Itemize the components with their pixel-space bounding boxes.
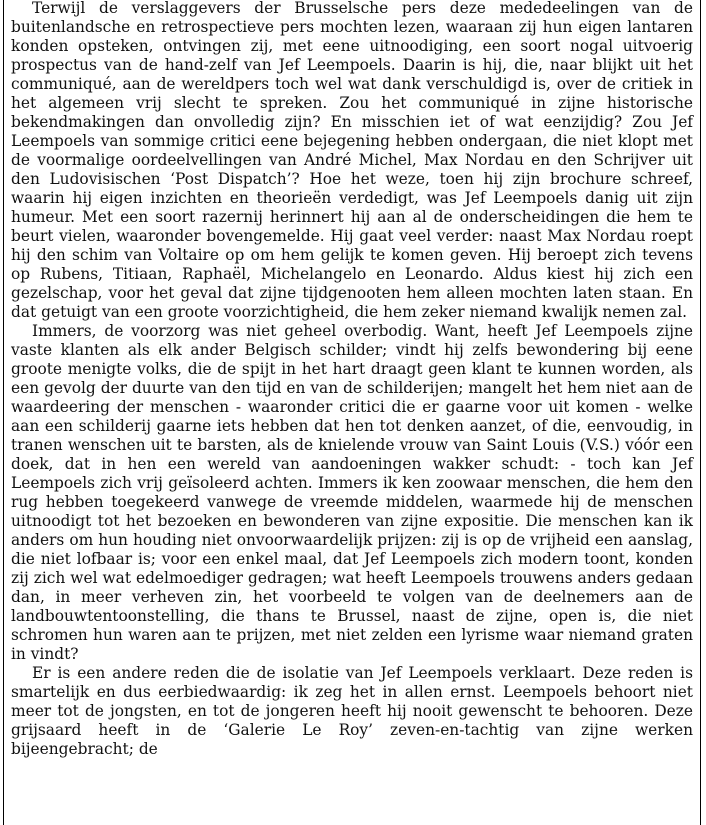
left-margin-rule [3,0,4,825]
paragraph-2: Immers, de voorzorg was niet geheel overbodig. Want, heeft Jef Leempoels zijne vaste klanten als elk ander Belgisch schilder; vindt hij zelfs bewondering bij eene groote menigte volks, die de spijt in het hart draagt geen klant te kunnen worden, als een gevolg der duurte van den tijd en van de schilderijen; mangelt het hem niet aan de waardeering der menschen - waaronder critici die er gaarne voor uit komen - welke aan een schilderij gaarne iets hebben dat hen tot denken aanzet, of die, eenvoudig, in tranen wenschen uit te barsten, als de knielende vrouw van Saint Louis (V.S.) vóór een doek, dat in hen een wereld van aandoeningen wakker schudt: - toch kan Jef Leempoels zich vrij geïsoleerd achten. Immers ik ken zoowaar menschen, die hem den rug hebben toegekeerd vanwege de vreemde middelen, waarmede hij de menschen uitnoodigt tot het bezoeken en bewonderen van zijne expositie. Die menschen kan ik anders om hun houding niet onvoorwaardelijk prijzen: zij is op de vrijheid een aanslag, die niet lofbaar is; voor een enkel maal, dat Jef Leempoels zich modern toont, konden zij zich wel wat edelmoediger gedragen; wat heeft Leempoels trouwens anders gedaan dan, in meer verheven zin, het voorbeeld te volgen van de deelnemers aan de landbouwtentoonstelling, die thans te Brussel, naast de zijne, open is, die niet schromen hun waren aan te prijzen, met niet zelden een lyrisme waar niemand graten in vindt? [11,322,693,663]
right-margin-rule [700,0,701,825]
paragraph-1: Terwijl de verslaggevers der Brusselsche pers deze mededeelingen van de buitenlandsche en retrospectieve pers mochten lezen, waaraan zij hun eigen lantaren konden opsteken, ontvingen zij, met eene uitnoodiging, een soort nogal uitvoerig prospectus van de hand-zelf van Jef Leempoels. Daarin is hij, die, naar blijkt uit het communiqué, aan de wereldpers toch wel wat dank verschuldigd is, over de critiek in het algemeen vrij slecht te spreken. Zou het communiqué in zijne historische bekendmakingen dan onvolledig zijn? En misschien iet of wat eenzijdig? Zou Jef Leempoels van sommige critici eene bejegening hebben ondergaan, die niet klopt met de voormalige oordeelvellingen van André Michel, Max Nordau en den Schrijver uit den Ludovisischen ‘Post Dispatch’? Hoe het weze, toen hij zijn brochure schreef, waarin hij eigen inzichten en theorieën verdedigt, was Jef Leempoels danig uit zijn humeur. Met een soort razernij herinnert hij aan al de onderscheidingen die hem te beurt vielen, waaronder bovengemelde. Hij gaat veel verder: naast Max Nordau roept hij den schim van Voltaire op om hem gelijk te komen geven. Hij beroept zich tevens op Rubens, Titiaan, Raphaël, Michelangelo en Leonardo. Aldus kiest hij zich een gezelschap, voor het geval dat zijne tijdgenooten hem alleen mochten laten staan. En dat getuigt van een groote voorzichtigheid, die hem zeker niemand kwalijk nemen zal. [11,0,693,321]
paragraph-3: Er is een andere reden die de isolatie van Jef Leempoels verklaart. Deze reden is smartelijk en dus eerbiedwaardig: ik zeg het in allen ernst. Leempoels behoort niet meer tot de jongsten, en tot de jongeren heeft hij nooit gewenscht te behooren. Deze grijsaard heeft in de ‘Galerie Le Roy’ zeven-en-tachtig van zijne werken bijeengebracht; de [11,664,693,758]
document-body [11,0,693,759]
